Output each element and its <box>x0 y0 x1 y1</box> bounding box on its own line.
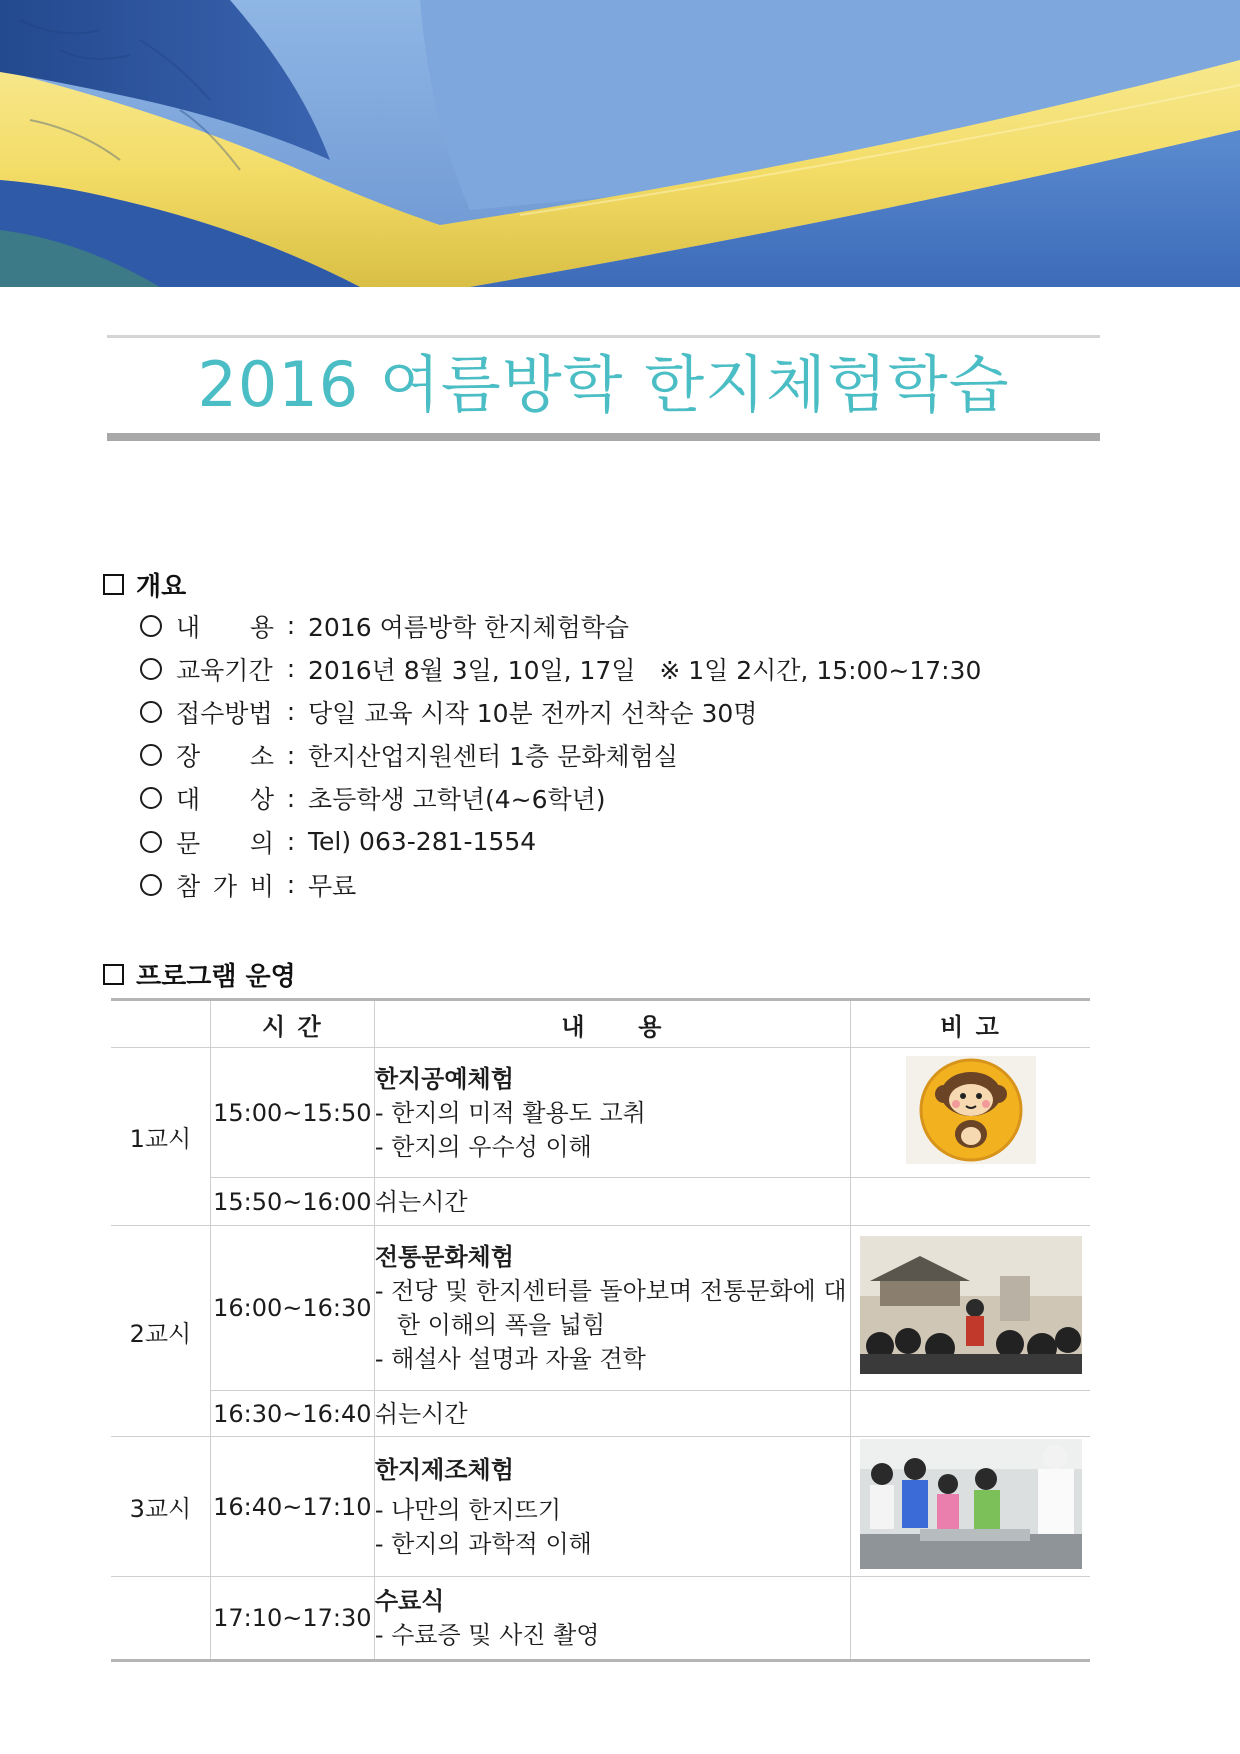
overview-item-value: 한지산업지원센터 1층 문화체험실 <box>308 742 678 772</box>
overview-item-value: 당일 교육 시작 10분 전까지 선착순 30명 <box>308 698 758 728</box>
table-row <box>111 1048 1090 1178</box>
session-title: 수료식 <box>374 1587 445 1615</box>
note-cell <box>851 1226 1090 1391</box>
table-row <box>111 1178 1090 1226</box>
session-detail: - 전당 및 한지센터를 돌아보며 전통문화에 대한 이해의 폭을 넓힘 <box>374 1277 847 1339</box>
overview-item-value: 무료 <box>308 871 357 901</box>
monkey-craft-photo <box>906 1056 1036 1164</box>
table-row <box>111 1391 1090 1437</box>
colon-separator: : <box>286 611 296 641</box>
column-header-period <box>111 1000 210 1048</box>
break-label: 쉬는시간 <box>374 1187 468 1216</box>
square-icon <box>103 964 124 985</box>
page-title: 2016 여름방학 한지체험학습 <box>197 348 1010 421</box>
column-header-content: 내 용 <box>374 1000 850 1048</box>
period-cell: 1교시 <box>111 1048 210 1226</box>
table-header-row <box>111 1000 1090 1048</box>
session-title: 한지공예체험 <box>374 1064 514 1093</box>
note-cell <box>851 1178 1090 1226</box>
content-cell <box>374 1577 850 1661</box>
overview-heading <box>103 566 186 603</box>
overview-item <box>140 820 981 863</box>
table-row <box>111 1577 1090 1661</box>
circle-icon <box>140 874 162 896</box>
break-label: 쉬는시간 <box>374 1399 468 1428</box>
time-cell: 16:40~17:10 <box>210 1437 374 1577</box>
circle-icon <box>140 787 162 809</box>
session-detail: - 나만의 한지뜨기 <box>374 1495 562 1524</box>
time-cell: 15:00~15:50 <box>210 1048 374 1178</box>
overview-item <box>140 734 981 777</box>
colon-separator: : <box>286 870 296 900</box>
overview-item <box>140 604 981 647</box>
note-cell <box>851 1048 1090 1178</box>
content-cell <box>374 1178 850 1226</box>
title-bottom-divider <box>107 433 1100 441</box>
colon-separator: : <box>286 827 296 857</box>
content-cell <box>374 1226 850 1391</box>
papermaking-photo <box>860 1439 1082 1569</box>
session-detail: - 한지의 과학적 이해 <box>374 1529 592 1558</box>
column-header-note: 비 고 <box>851 1000 1090 1048</box>
period-cell <box>111 1577 210 1661</box>
content-cell <box>374 1048 850 1178</box>
overview-item <box>140 863 981 906</box>
time-cell: 16:30~16:40 <box>210 1391 374 1437</box>
session-title: 한지제조체험 <box>374 1455 514 1484</box>
period-cell: 3교시 <box>111 1437 210 1577</box>
overview-heading-label: 개요 <box>136 572 187 602</box>
time-cell: 16:00~16:30 <box>210 1226 374 1391</box>
overview-item <box>140 777 981 820</box>
circle-icon <box>140 658 162 680</box>
time-cell: 17:10~17:30 <box>210 1577 374 1661</box>
overview-item-label: 참 가 비 <box>176 871 274 901</box>
header-banner-image <box>0 0 1240 287</box>
column-header-time: 시 간 <box>210 1000 374 1048</box>
colon-separator: : <box>286 654 296 684</box>
colon-separator: : <box>286 697 296 727</box>
program-heading <box>103 956 296 993</box>
content-cell <box>374 1391 850 1437</box>
program-heading-label: 프로그램 운영 <box>136 962 296 992</box>
content-cell <box>374 1437 850 1577</box>
title-top-divider <box>107 335 1100 338</box>
overview-item-label: 내 용 <box>176 612 274 642</box>
circle-icon <box>140 701 162 723</box>
table-row <box>111 1437 1090 1577</box>
session-detail: - 한지의 미적 활용도 고취 <box>374 1098 646 1127</box>
period-cell: 2교시 <box>111 1226 210 1437</box>
overview-item-label: 문 의 <box>176 828 274 858</box>
title-block <box>107 335 1100 441</box>
circle-icon <box>140 615 162 637</box>
note-cell <box>851 1391 1090 1437</box>
overview-item-label: 장 소 <box>176 742 274 772</box>
overview-item <box>140 647 981 690</box>
overview-item-value: 초등학생 고학년(4~6학년) <box>308 785 606 815</box>
session-title: 전통문화체험 <box>374 1243 514 1271</box>
overview-item-label: 교육기간 <box>176 655 273 685</box>
paper-rolls-illustration <box>0 0 1240 287</box>
note-cell <box>851 1577 1090 1661</box>
session-detail: - 한지의 우수성 이해 <box>374 1132 592 1161</box>
session-detail: - 수료증 및 사진 촬영 <box>374 1621 600 1649</box>
culture-tour-photo <box>860 1236 1082 1374</box>
session-detail: - 해설사 설명과 자율 견학 <box>374 1345 646 1373</box>
overview-item-value: Tel) 063-281-1554 <box>308 827 537 857</box>
circle-icon <box>140 744 162 766</box>
time-cell: 15:50~16:00 <box>210 1178 374 1226</box>
colon-separator: : <box>286 783 296 813</box>
table-row <box>111 1226 1090 1391</box>
square-icon <box>103 574 124 595</box>
overview-list <box>140 604 981 906</box>
colon-separator: : <box>286 740 296 770</box>
overview-item-label: 대 상 <box>176 785 274 815</box>
overview-item-label: 접수방법 <box>176 698 273 728</box>
circle-icon <box>140 831 162 853</box>
overview-item-value: 2016년 8월 3일, 10일, 17일 ※ 1일 2시간, 15:00~17:30 <box>308 655 982 685</box>
overview-item-value: 2016 여름방학 한지체험학습 <box>308 612 630 642</box>
program-table <box>111 998 1090 1662</box>
overview-item <box>140 690 981 733</box>
note-cell <box>851 1437 1090 1577</box>
